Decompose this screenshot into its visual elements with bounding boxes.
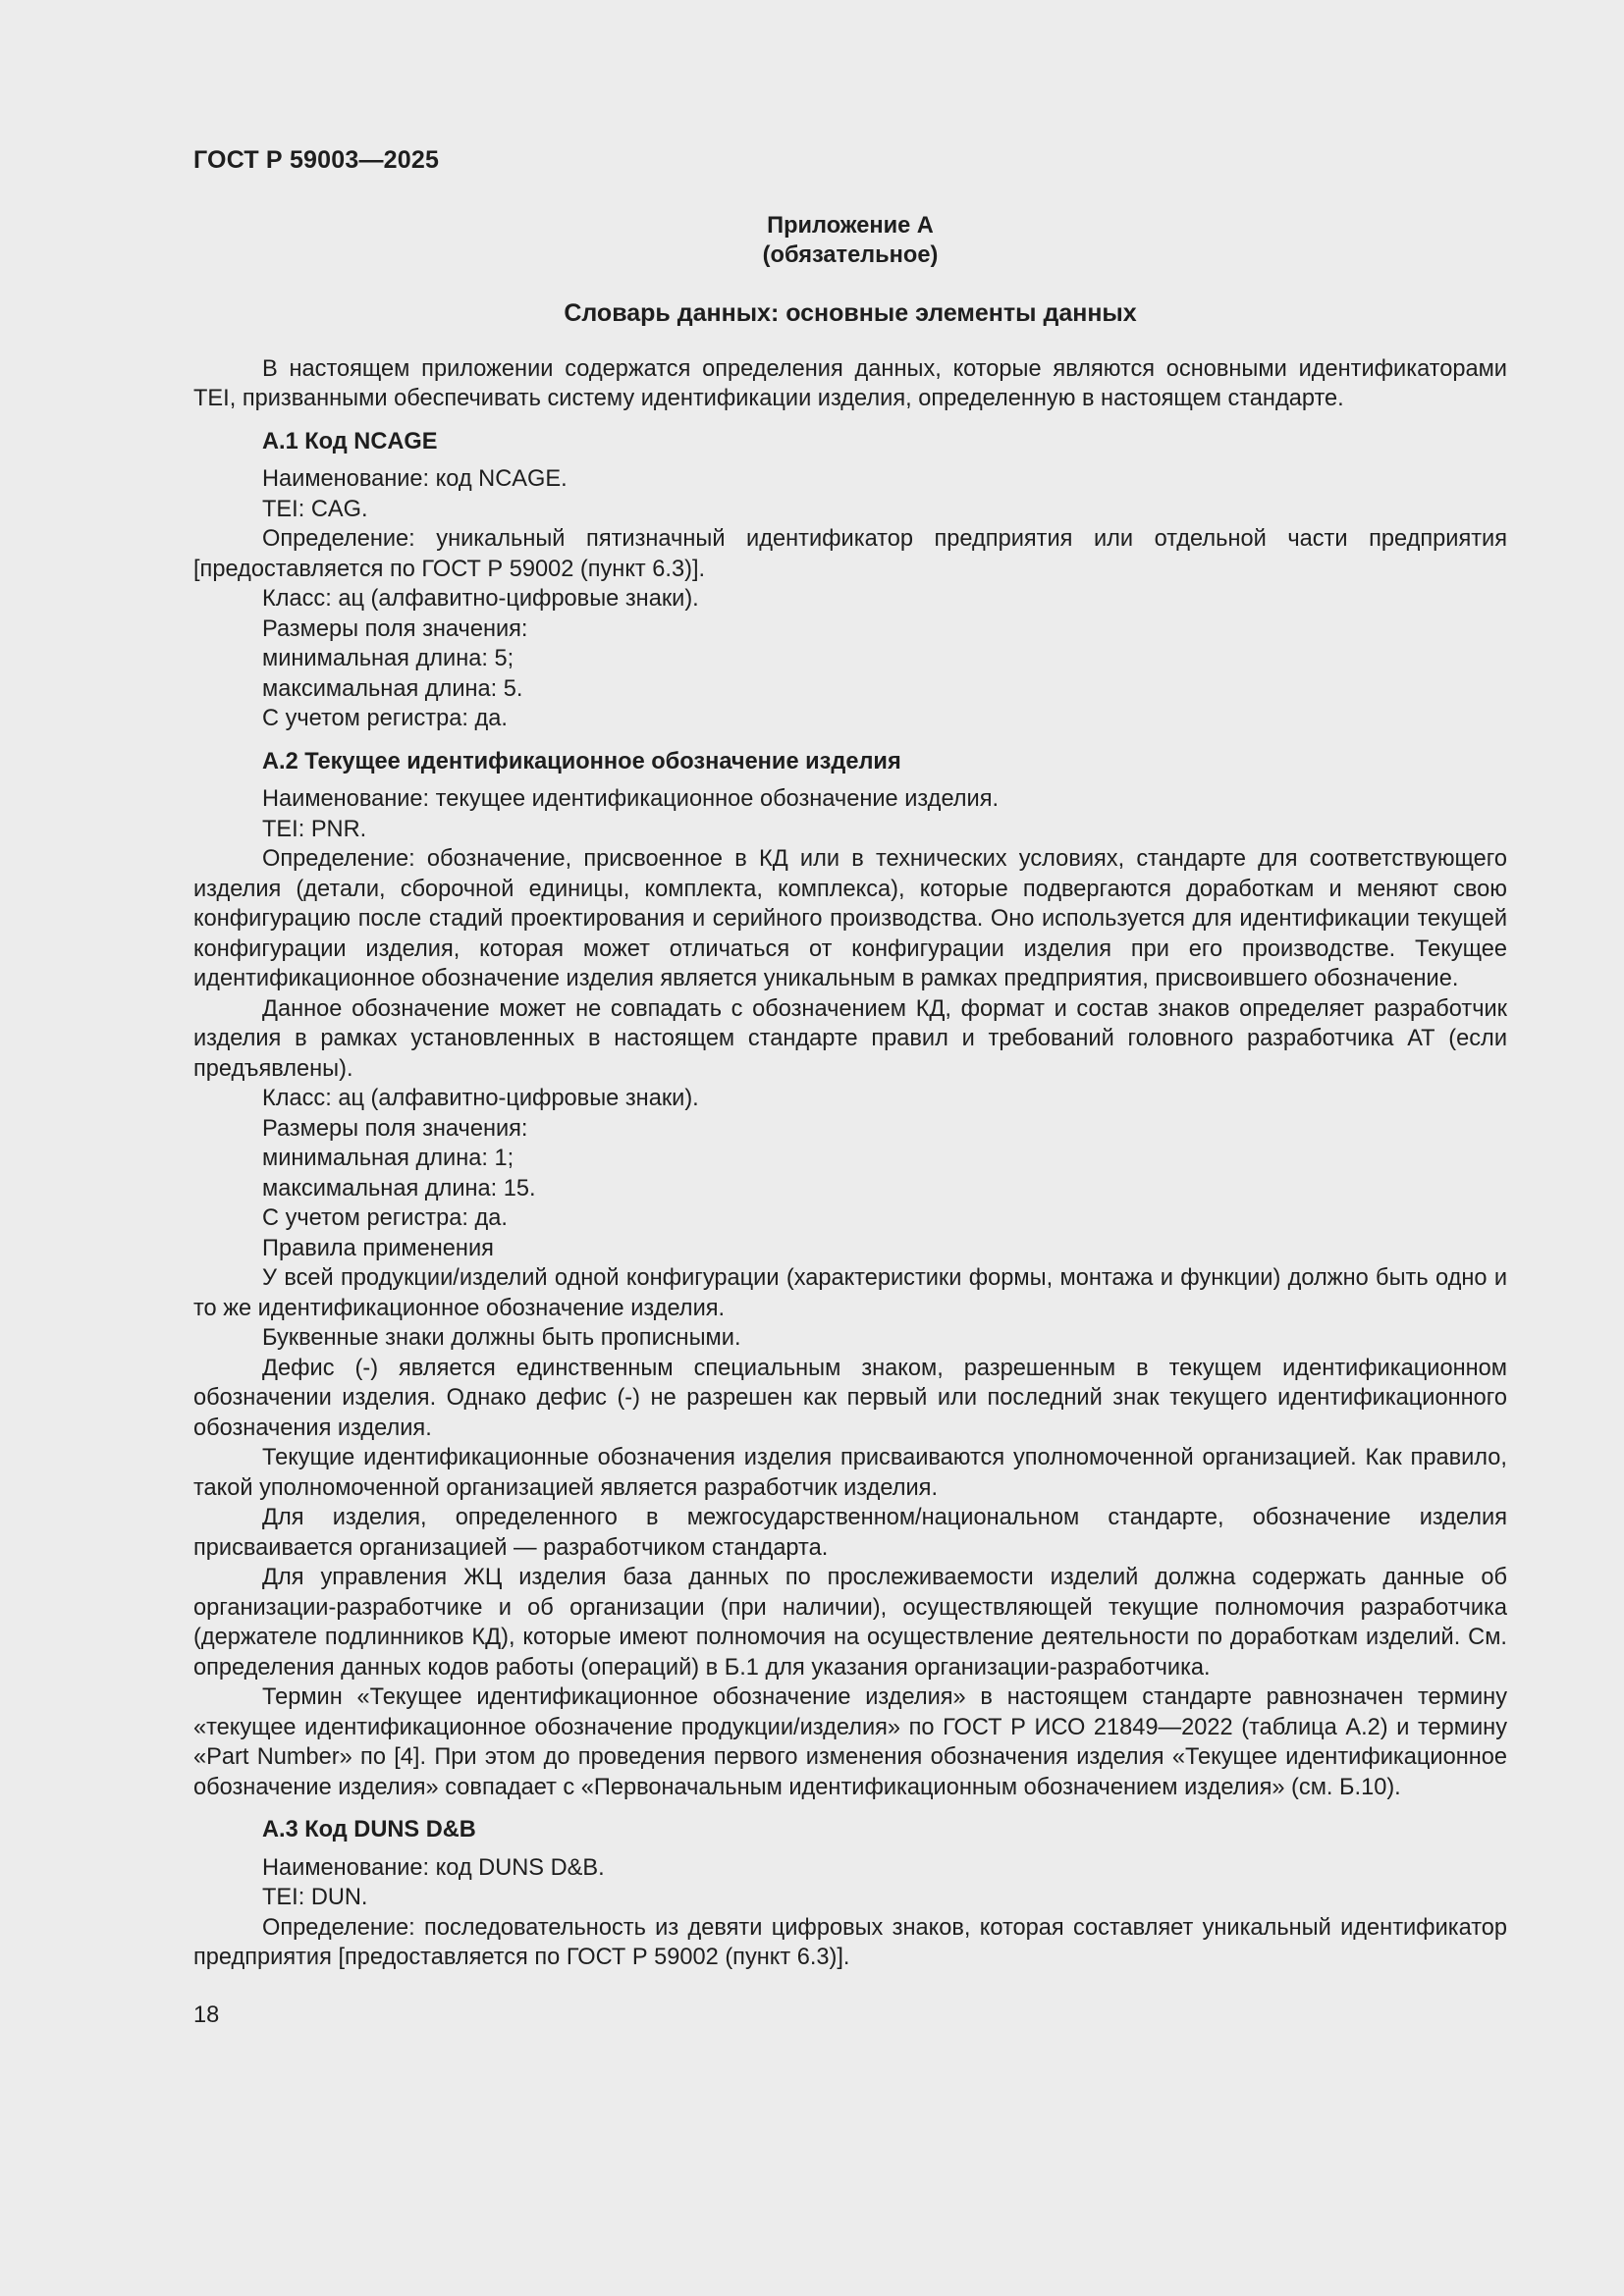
a2-rule-uppercase: Буквенные знаки должны быть прописными.: [262, 1325, 741, 1351]
a2-case-sensitive: С учетом регистра: да.: [262, 1205, 508, 1231]
a2-tei-line: TEI: PNR.: [262, 816, 367, 842]
a3-name-line: Наименование: код DUNS D&B.: [262, 1854, 605, 1881]
document-id: ГОСТ Р 59003—2025: [193, 146, 440, 174]
a2-min-length: минимальная длина: 1;: [262, 1146, 514, 1171]
a2-rule-standard-product: Для изделия, определенного в межгосударственном/национальном стандарте, обозначение изделия присваивается организацией — разработчиком стандарта.: [193, 1505, 1507, 1561]
a2-rule-term: Термин «Текущее идентификационное обозначение изделия» в настоящем стандарте равнозначен термину «текущее идентификационное обозначение продукции/изделия» по ГОСТ Р ИСО 21849—2022 (таблица А.2) и термину «Part Number» по [4]. При этом до проведения первого изменения обозначения изделия «Текущее идентификационное обозначение изделия» совпадает с «Первоначальным идентификационным обозначением изделия» (см. Б.10).: [193, 1684, 1507, 1800]
a2-rule-assignment: Текущие идентификационные обозначения изделия присваиваются уполномоченной организацией. Как правило, такой уполномоченной организацией является разработчик изделия.: [193, 1445, 1507, 1501]
a3-definition: Определение: последовательность из девяти цифровых знаков, которая составляет уникальный идентификатор предприятия [предоставляется по ГОСТ Р 59002 (пункт 6.3)].: [193, 1914, 1507, 1970]
a1-case-sensitive: С учетом регистра: да.: [262, 706, 508, 731]
annex-status: (обязательное): [762, 241, 939, 268]
a1-field-size-line: Размеры поля значения:: [262, 615, 528, 642]
a1-name-line: Наименование: код NCAGE.: [262, 466, 568, 492]
a2-class-line: Класс: ац (алфавитно-цифровые знаки).: [262, 1086, 699, 1111]
a2-field-size-line: Размеры поля значения:: [262, 1115, 528, 1142]
document-page: [193, 145, 1507, 2030]
section-a2-title: А.2 Текущее идентификационное обозначение изделия: [262, 748, 901, 774]
a2-rules-heading: Правила применения: [262, 1235, 494, 1261]
a1-max-length: максимальная длина: 5.: [262, 675, 523, 702]
a2-rule-same-config: У всей продукции/изделий одной конфигурации (характеристики формы, монтажа и функции) должно быть одно и то же идентификационное обозначение изделия.: [193, 1265, 1507, 1321]
a2-name-line: Наименование: текущее идентификационное обозначение изделия.: [262, 786, 1000, 812]
a2-rule-hyphen: Дефис (-) является единственным специальным знаком, разрешенным в текущем идентификационном обозначении изделия. Однако дефис (-) не разрешен как первый или последний знак текущего идентификационного обозначения изделия.: [193, 1355, 1507, 1441]
a1-min-length: минимальная длина: 5;: [262, 646, 514, 671]
a2-rule-lifecycle: Для управления ЖЦ изделия база данных по прослеживаемости изделий должна содержать данные об организации-разработчике и об организации (при наличии), осуществляющей текущие полномочия разработчика (держателе подлинников КД), которые имеют полномочия на осуществление деятельности по доработкам изделий. См. определения данных кодов работы (операций) в Б.1 для указания организации-разработчика.: [193, 1565, 1507, 1681]
a1-definition: Определение: уникальный пятизначный идентификатор предприятия или отдельной части предприятия [предоставляется по ГОСТ Р 59002 (пункт 6.3)].: [193, 526, 1507, 582]
a1-tei-line: TEI: CAG.: [262, 496, 368, 522]
a2-definition-note: Данное обозначение может не совпадать с обозначением КД, формат и состав знаков определяет разработчик изделия в рамках установленных в настоящем стандарте правил и требований головного разработчика АТ (если предъявлены).: [193, 995, 1507, 1082]
annex-title: Приложение А: [767, 212, 934, 239]
section-a1-title: А.1 Код NCAGE: [262, 428, 438, 454]
a2-max-length: максимальная длина: 15.: [262, 1175, 536, 1201]
intro-paragraph: В настоящем приложении содержатся определения данных, которые являются основными идентификаторами TEI, призванными обеспечивать систему идентификации изделия, определенную в настоящем стандарте.: [193, 355, 1507, 411]
page-number: 18: [193, 2002, 220, 2028]
annex-heading: Словарь данных: основные элементы данных: [564, 298, 1137, 327]
a3-tei-line: TEI: DUN.: [262, 1885, 368, 1910]
a2-definition: Определение: обозначение, присвоенное в КД или в технических условиях, стандарте для соответствующего изделия (детали, сборочной единицы, комплекта, комплекса), которые подвергаются доработкам и меняют свою конфигурацию после стадий проектирования и серийного производства. Оно используется для идентификации текущей конфигурации изделия, которая может отличаться от конфигурации изделия при его производстве. Текущее идентификационное обозначение изделия является уникальным в рамках предприятия, присвоившего обозначение.: [193, 846, 1507, 991]
a1-class-line: Класс: ац (алфавитно-цифровые знаки).: [262, 586, 699, 612]
section-a3-title: А.3 Код DUNS D&B: [262, 1817, 476, 1842]
